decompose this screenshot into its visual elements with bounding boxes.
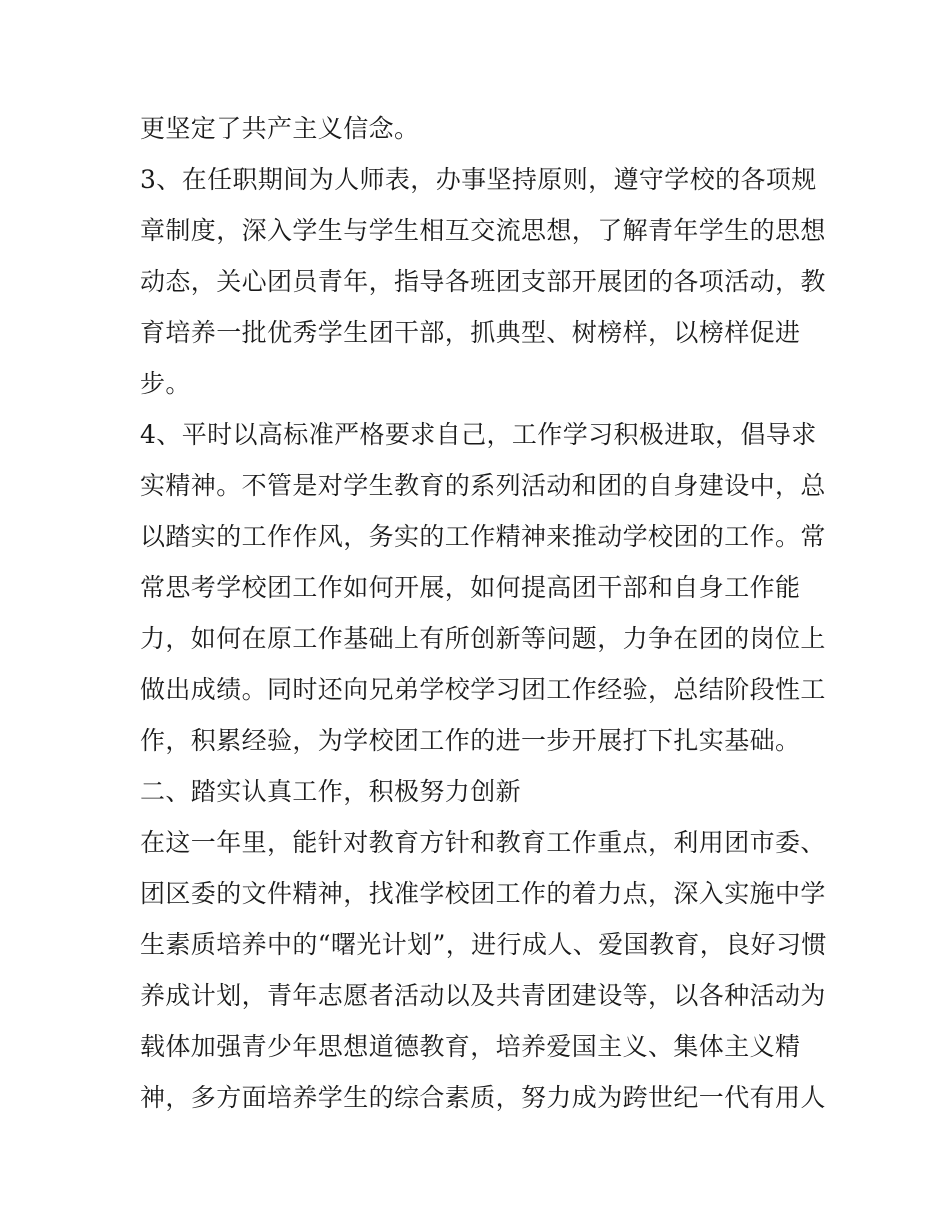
text-line: 4、平时以高标准严格要求自己，工作学习积极进取，倡导求 <box>140 420 817 449</box>
text-line: 团区委的文件精神，找准学校团工作的着力点，深入实施中学 <box>140 879 826 908</box>
text-line: 更坚定了共产主义信念。 <box>140 114 420 143</box>
text-line: 步。 <box>140 369 191 398</box>
text-line: 载体加强青少年思想道德教育，培养爱国主义、集体主义精 <box>140 1032 801 1061</box>
text-line: 生素质培养中的“曙光计划”，进行成人、爱国教育，良好习惯 <box>140 930 827 959</box>
text-line: 做出成绩。同时还向兄弟学校学习团工作经验，总结阶段性工 <box>140 675 826 704</box>
section-heading: 二、踏实认真工作，积极努力创新 <box>140 777 522 806</box>
text-line: 作，积累经验，为学校团工作的进一步开展打下扎实基础。 <box>140 726 801 755</box>
text-line: 养成计划，青年志愿者活动以及共青团建设等，以各种活动为 <box>140 981 826 1010</box>
text-line: 育培养一批优秀学生团干部，抓典型、树榜样，以榜样促进 <box>140 318 801 347</box>
text-line: 力，如何在原工作基础上有所创新等问题，力争在团的岗位上 <box>140 624 826 653</box>
text-line: 常思考学校团工作如何开展，如何提高团干部和自身工作能 <box>140 573 801 602</box>
text-line: 以踏实的工作作风，务实的工作精神来推动学校团的工作。常 <box>140 522 826 551</box>
text-line: 在这一年里，能针对教育方针和教育工作重点，利用团市委、 <box>140 828 826 857</box>
text-line: 动态，关心团员青年，指导各班团支部开展团的各项活动，教 <box>140 267 826 296</box>
text-line: 实精神。不管是对学生教育的系列活动和团的自身建设中，总 <box>140 471 826 500</box>
text-line: 章制度，深入学生与学生相互交流思想，了解青年学生的思想 <box>140 216 826 245</box>
text-line: 神，多方面培养学生的综合素质，努力成为跨世纪一代有用人 <box>140 1083 826 1112</box>
text-line: 3、在任职期间为人师表，办事坚持原则，遵守学校的各项规 <box>140 165 817 194</box>
